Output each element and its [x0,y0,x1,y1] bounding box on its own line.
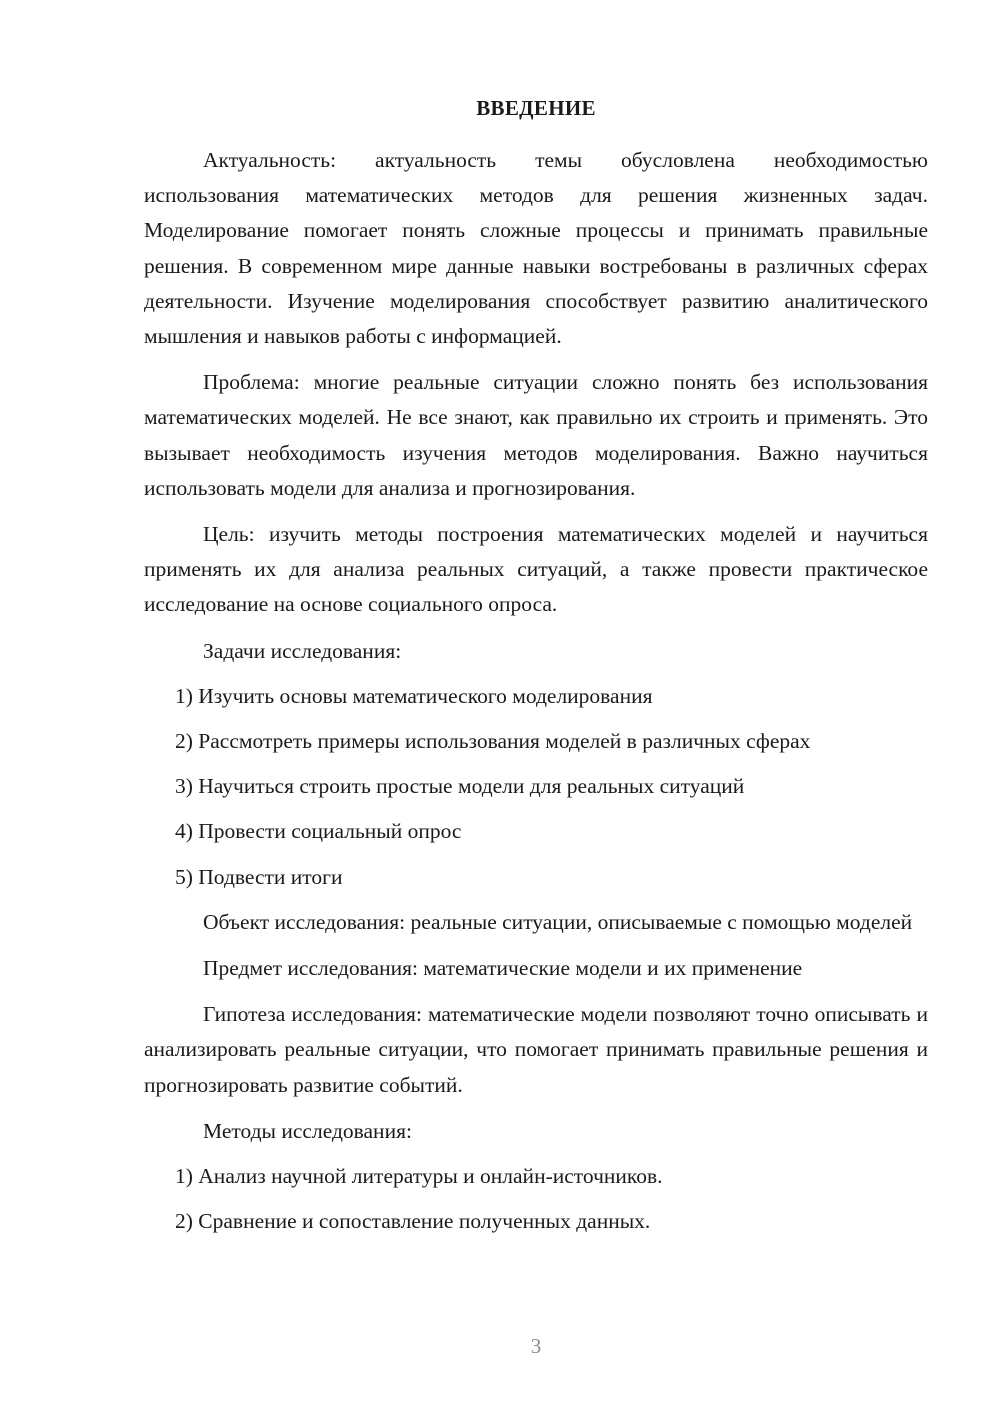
body-text [144,143,928,1249]
task-item: 2) Рассмотреть примеры использования моделей в различных сферах [175,729,811,754]
tasks-title: Задачи исследования: [203,638,402,663]
method-item: 1) Анализ научной литературы и онлайн-источников. [175,1164,663,1189]
object-paragraph: Объект исследования: реальные ситуации, описываемые с помощью моделей [203,909,913,934]
task-item: 5) Подвести итоги [175,864,343,889]
methods-title: Методы исследования: [203,1118,412,1143]
task-item: 3) Научиться строить простые модели для реальных ситуаций [175,774,745,799]
task-item: 1) Изучить основы математического моделирования [175,683,653,708]
method-item: 2) Сравнение и сопоставление полученных данных. [175,1209,651,1234]
hypothesis-paragraph: Гипотеза исследования: математические модели позволяют точно описывать и анализировать реальные ситуации, что помогает принимать правильные решения и прогнозировать развитие событий. [144,1002,928,1097]
task-item: 4) Провести социальный опрос [175,819,462,844]
goal-paragraph: Цель: изучить методы построения математических моделей и научиться применять их для анализа реальных ситуаций, а также провести практическое исследование на основе социального опроса. [144,522,928,617]
subject-paragraph: Предмет исследования: математические модели и их применение [203,956,803,981]
page-number: 3 [530,1334,542,1358]
problem-paragraph: Проблема: многие реальные ситуации сложно понять без использования математических моделей. Не все знают, как правильно их строить и применять. Это вызывает необходимость изучения методов моделирования. Важно научиться использовать модели для анализа и прогнозирования. [144,370,928,500]
relevance-paragraph: Актуальность: актуальность темы обусловлена необходимостью использования математических методов для решения жизненных задач. Моделирование помогает понять сложные процессы и принимать правильные решения. В современном мире данные навыки востребованы в различных сферах деятельности. Изучение моделирования способствует развитию аналитического мышления и навыков работы с информацией. [144,148,928,349]
section-heading: ВВЕДЕНИЕ [476,96,596,120]
